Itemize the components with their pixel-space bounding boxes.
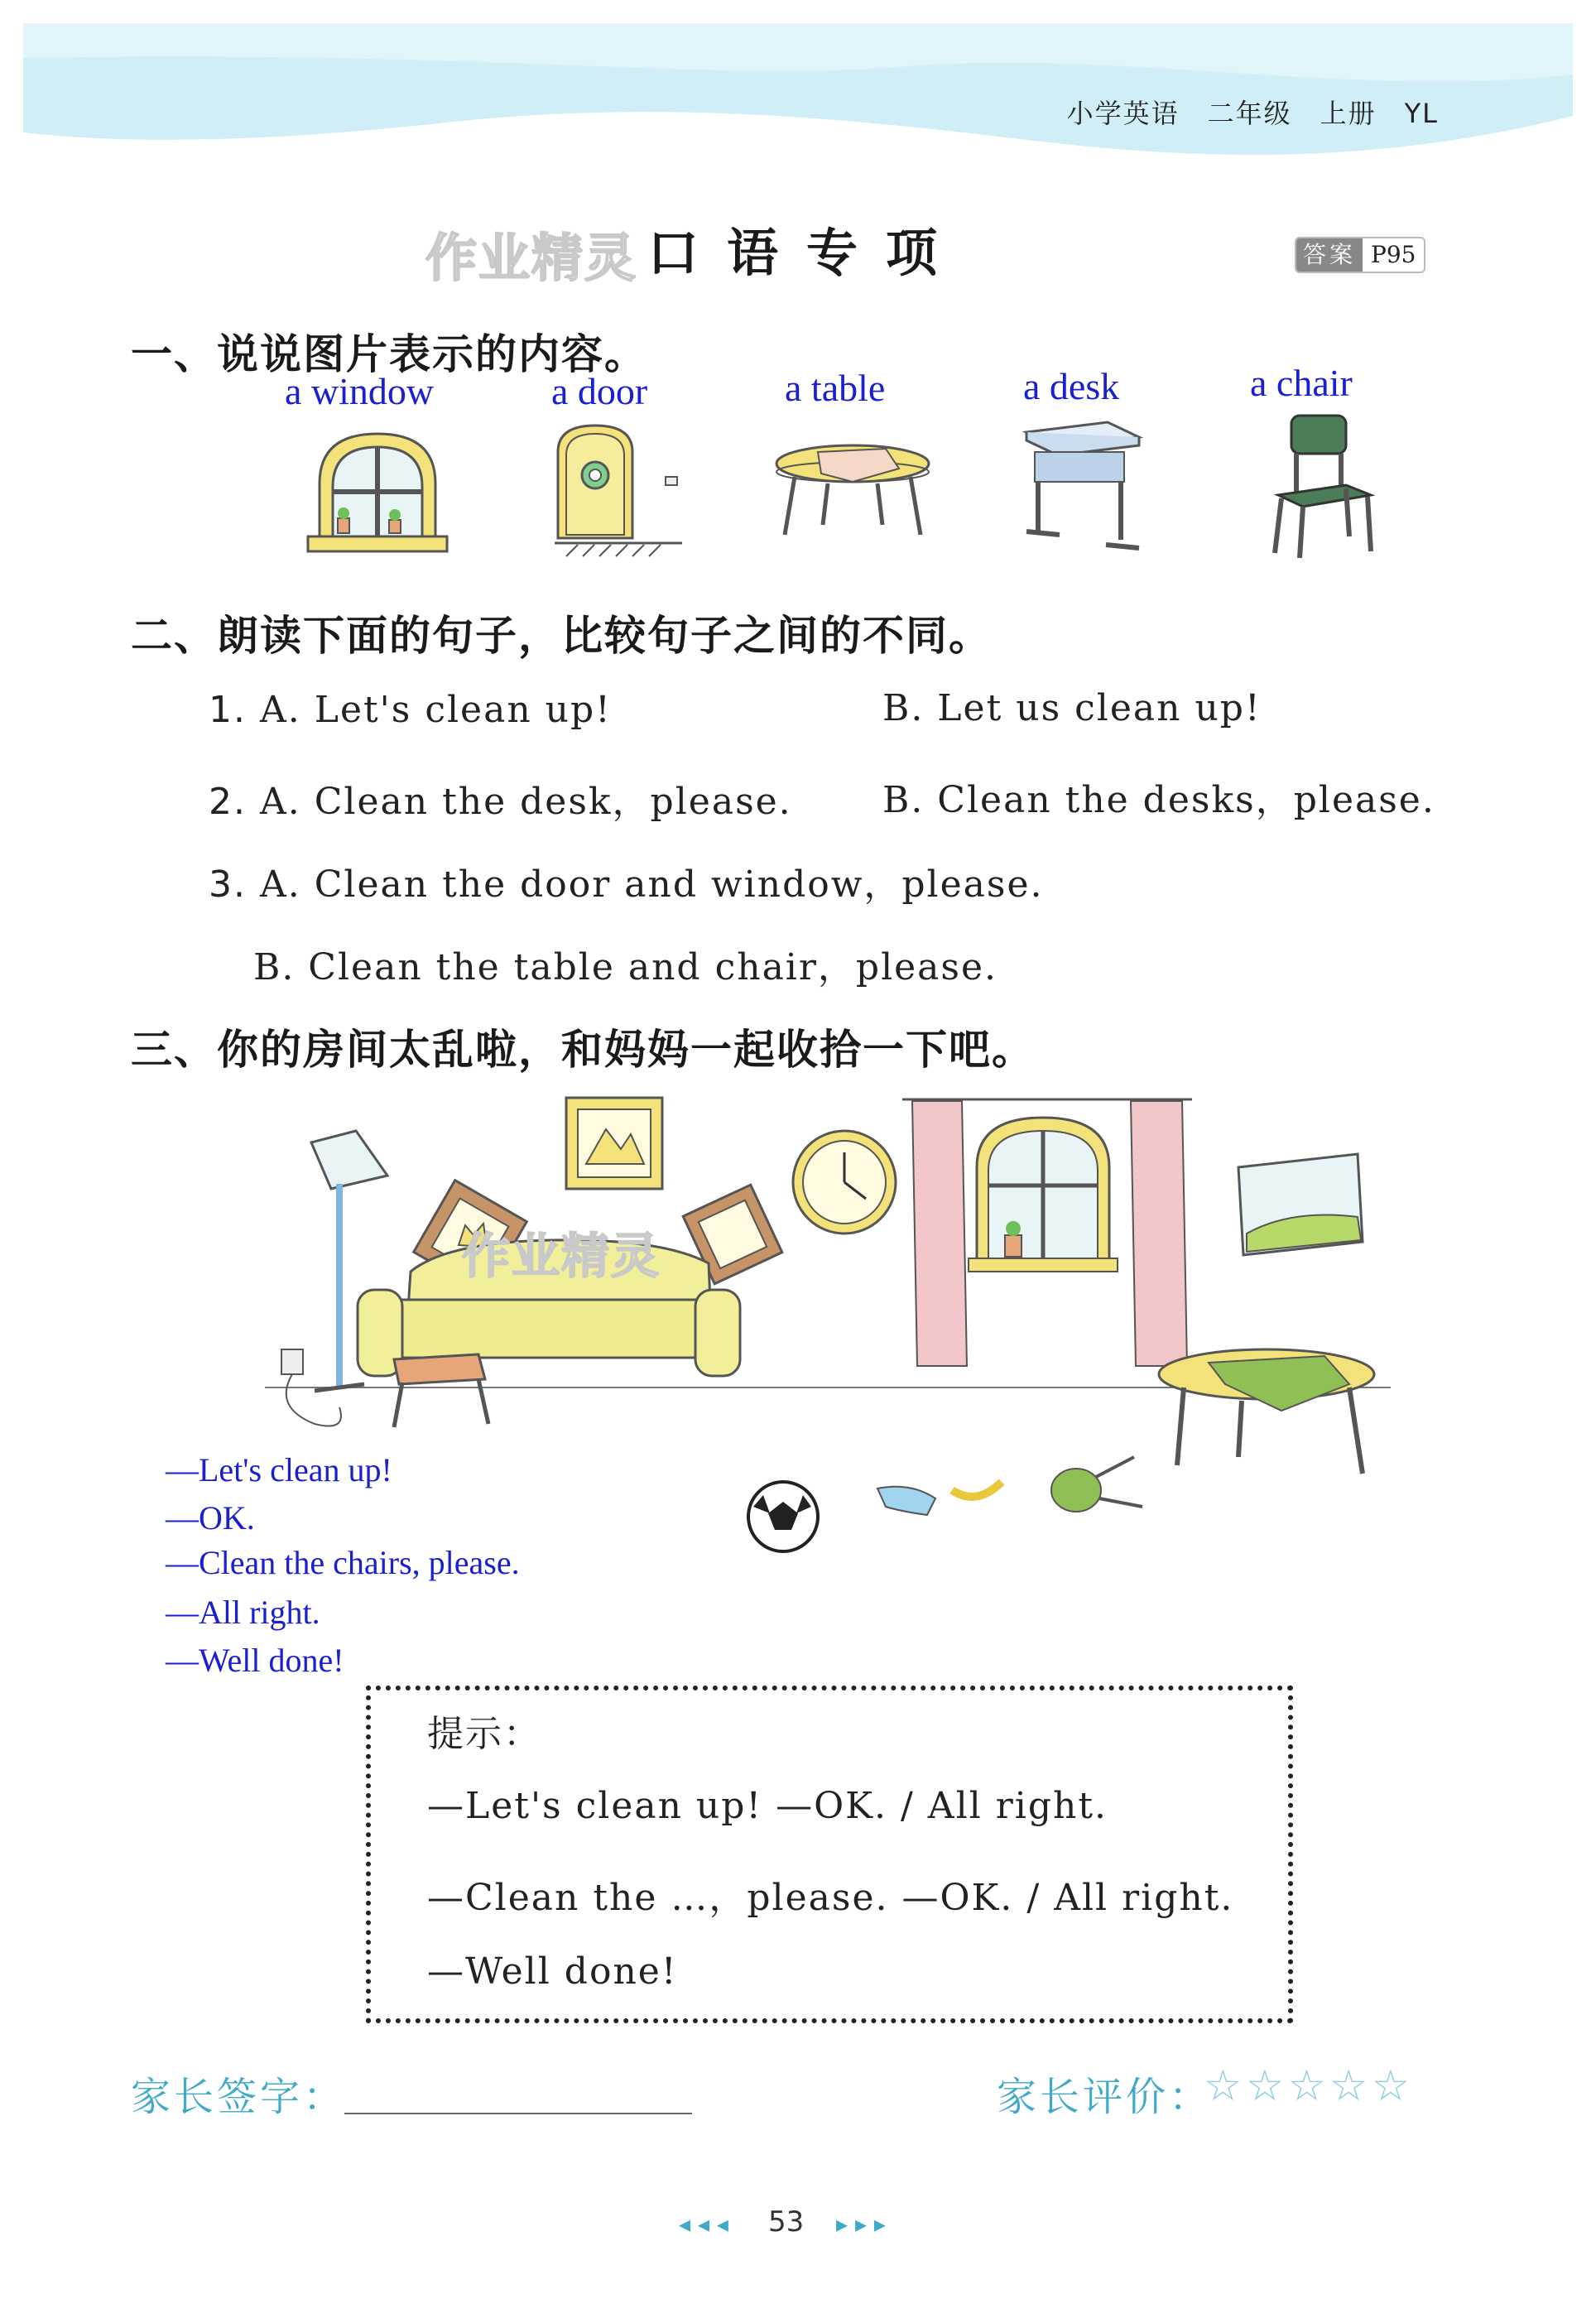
- page-title: 口语专项: [647, 223, 966, 283]
- sentence-2a: [209, 772, 792, 825]
- word-door: a door: [551, 370, 648, 412]
- floor-lamp-icon: [281, 1131, 387, 1426]
- next-page-icon[interactable]: ▸ ▸ ▸: [836, 2210, 886, 2238]
- sentence-2a-text: A. Clean the desk，please.: [259, 781, 792, 823]
- sentence-3a-text: A. Clean the door and window，please.: [259, 863, 1044, 906]
- header-subject: 小学英语: [1066, 98, 1180, 129]
- dialogue-line-1: —Let's clean up!: [166, 1451, 392, 1488]
- word-window: a window: [285, 370, 435, 412]
- desk-icon: [1015, 416, 1147, 556]
- hint-line-2: —Clean the …，please. —OK. / All right.: [427, 1877, 1234, 1919]
- word-chair: a chair: [1250, 362, 1353, 404]
- sentence-3a: [209, 854, 1044, 907]
- parent-evaluation-label: 家长评价：: [997, 2074, 1213, 2120]
- hint-line-3: —Well done!: [427, 1950, 678, 1993]
- header-edition: YL: [1404, 98, 1439, 129]
- dialogue-line-3: —Clean the chairs, please.: [166, 1544, 520, 1581]
- dialogue-line-2: —OK.: [166, 1499, 255, 1537]
- sentence-1a: [209, 689, 612, 731]
- answer-badge-label: 答案: [1296, 238, 1363, 272]
- header-info: [1039, 93, 1439, 131]
- signature-line[interactable]: [344, 2113, 692, 2114]
- section2-heading: 二、朗读下面的句子，比较句子之间的不同。: [131, 612, 992, 660]
- sentence-1-number: 1.: [209, 689, 247, 731]
- sentence-1a-text: A. Let's clean up!: [259, 689, 612, 731]
- answer-badge-page: P95: [1371, 241, 1416, 268]
- section3-heading: 三、你的房间太乱啦，和妈妈一起收拾一下吧。: [131, 1026, 1035, 1074]
- hint-line-1: —Let's clean up! —OK. / All right.: [427, 1785, 1108, 1827]
- messy-room-illustration: [248, 1093, 1407, 1556]
- sentence-3b-text: B. Clean the table and chair，please.: [253, 946, 998, 988]
- word-desk: a desk: [1023, 365, 1120, 407]
- section1-heading: 一、说说图片表示的内容。: [131, 330, 647, 378]
- sentence-1b-text: B. Let us clean up!: [882, 687, 1262, 729]
- parent-signature-label: 家长签字：: [131, 2074, 347, 2120]
- page-number: 53: [768, 2205, 805, 2239]
- dialogue-line-4: —All right.: [166, 1594, 320, 1631]
- prev-page-icon[interactable]: ◂ ◂ ◂: [679, 2210, 728, 2238]
- chair-icon: [1267, 412, 1391, 561]
- watermark-logo-2: 作业精灵: [462, 1228, 661, 1284]
- window-icon: [303, 426, 452, 558]
- dialogue-line-5: —Well done!: [166, 1642, 344, 1679]
- answer-badge[interactable]: [1295, 237, 1425, 273]
- table-icon: [770, 434, 935, 541]
- word-table: a table: [785, 367, 886, 409]
- header-volume: 上册: [1320, 98, 1377, 129]
- watermark-logo: 作业精灵: [425, 228, 638, 288]
- rating-stars[interactable]: ☆☆☆☆☆: [1204, 2061, 1414, 2111]
- sentence-2b-text: B. Clean the desks，please.: [882, 779, 1435, 821]
- hint-label: 提示：: [427, 1713, 541, 1755]
- sentence-2-number: 2.: [209, 781, 247, 823]
- door-icon: [550, 419, 690, 560]
- sentence-3-number: 3.: [209, 863, 247, 906]
- header-grade: 二年级: [1207, 98, 1292, 129]
